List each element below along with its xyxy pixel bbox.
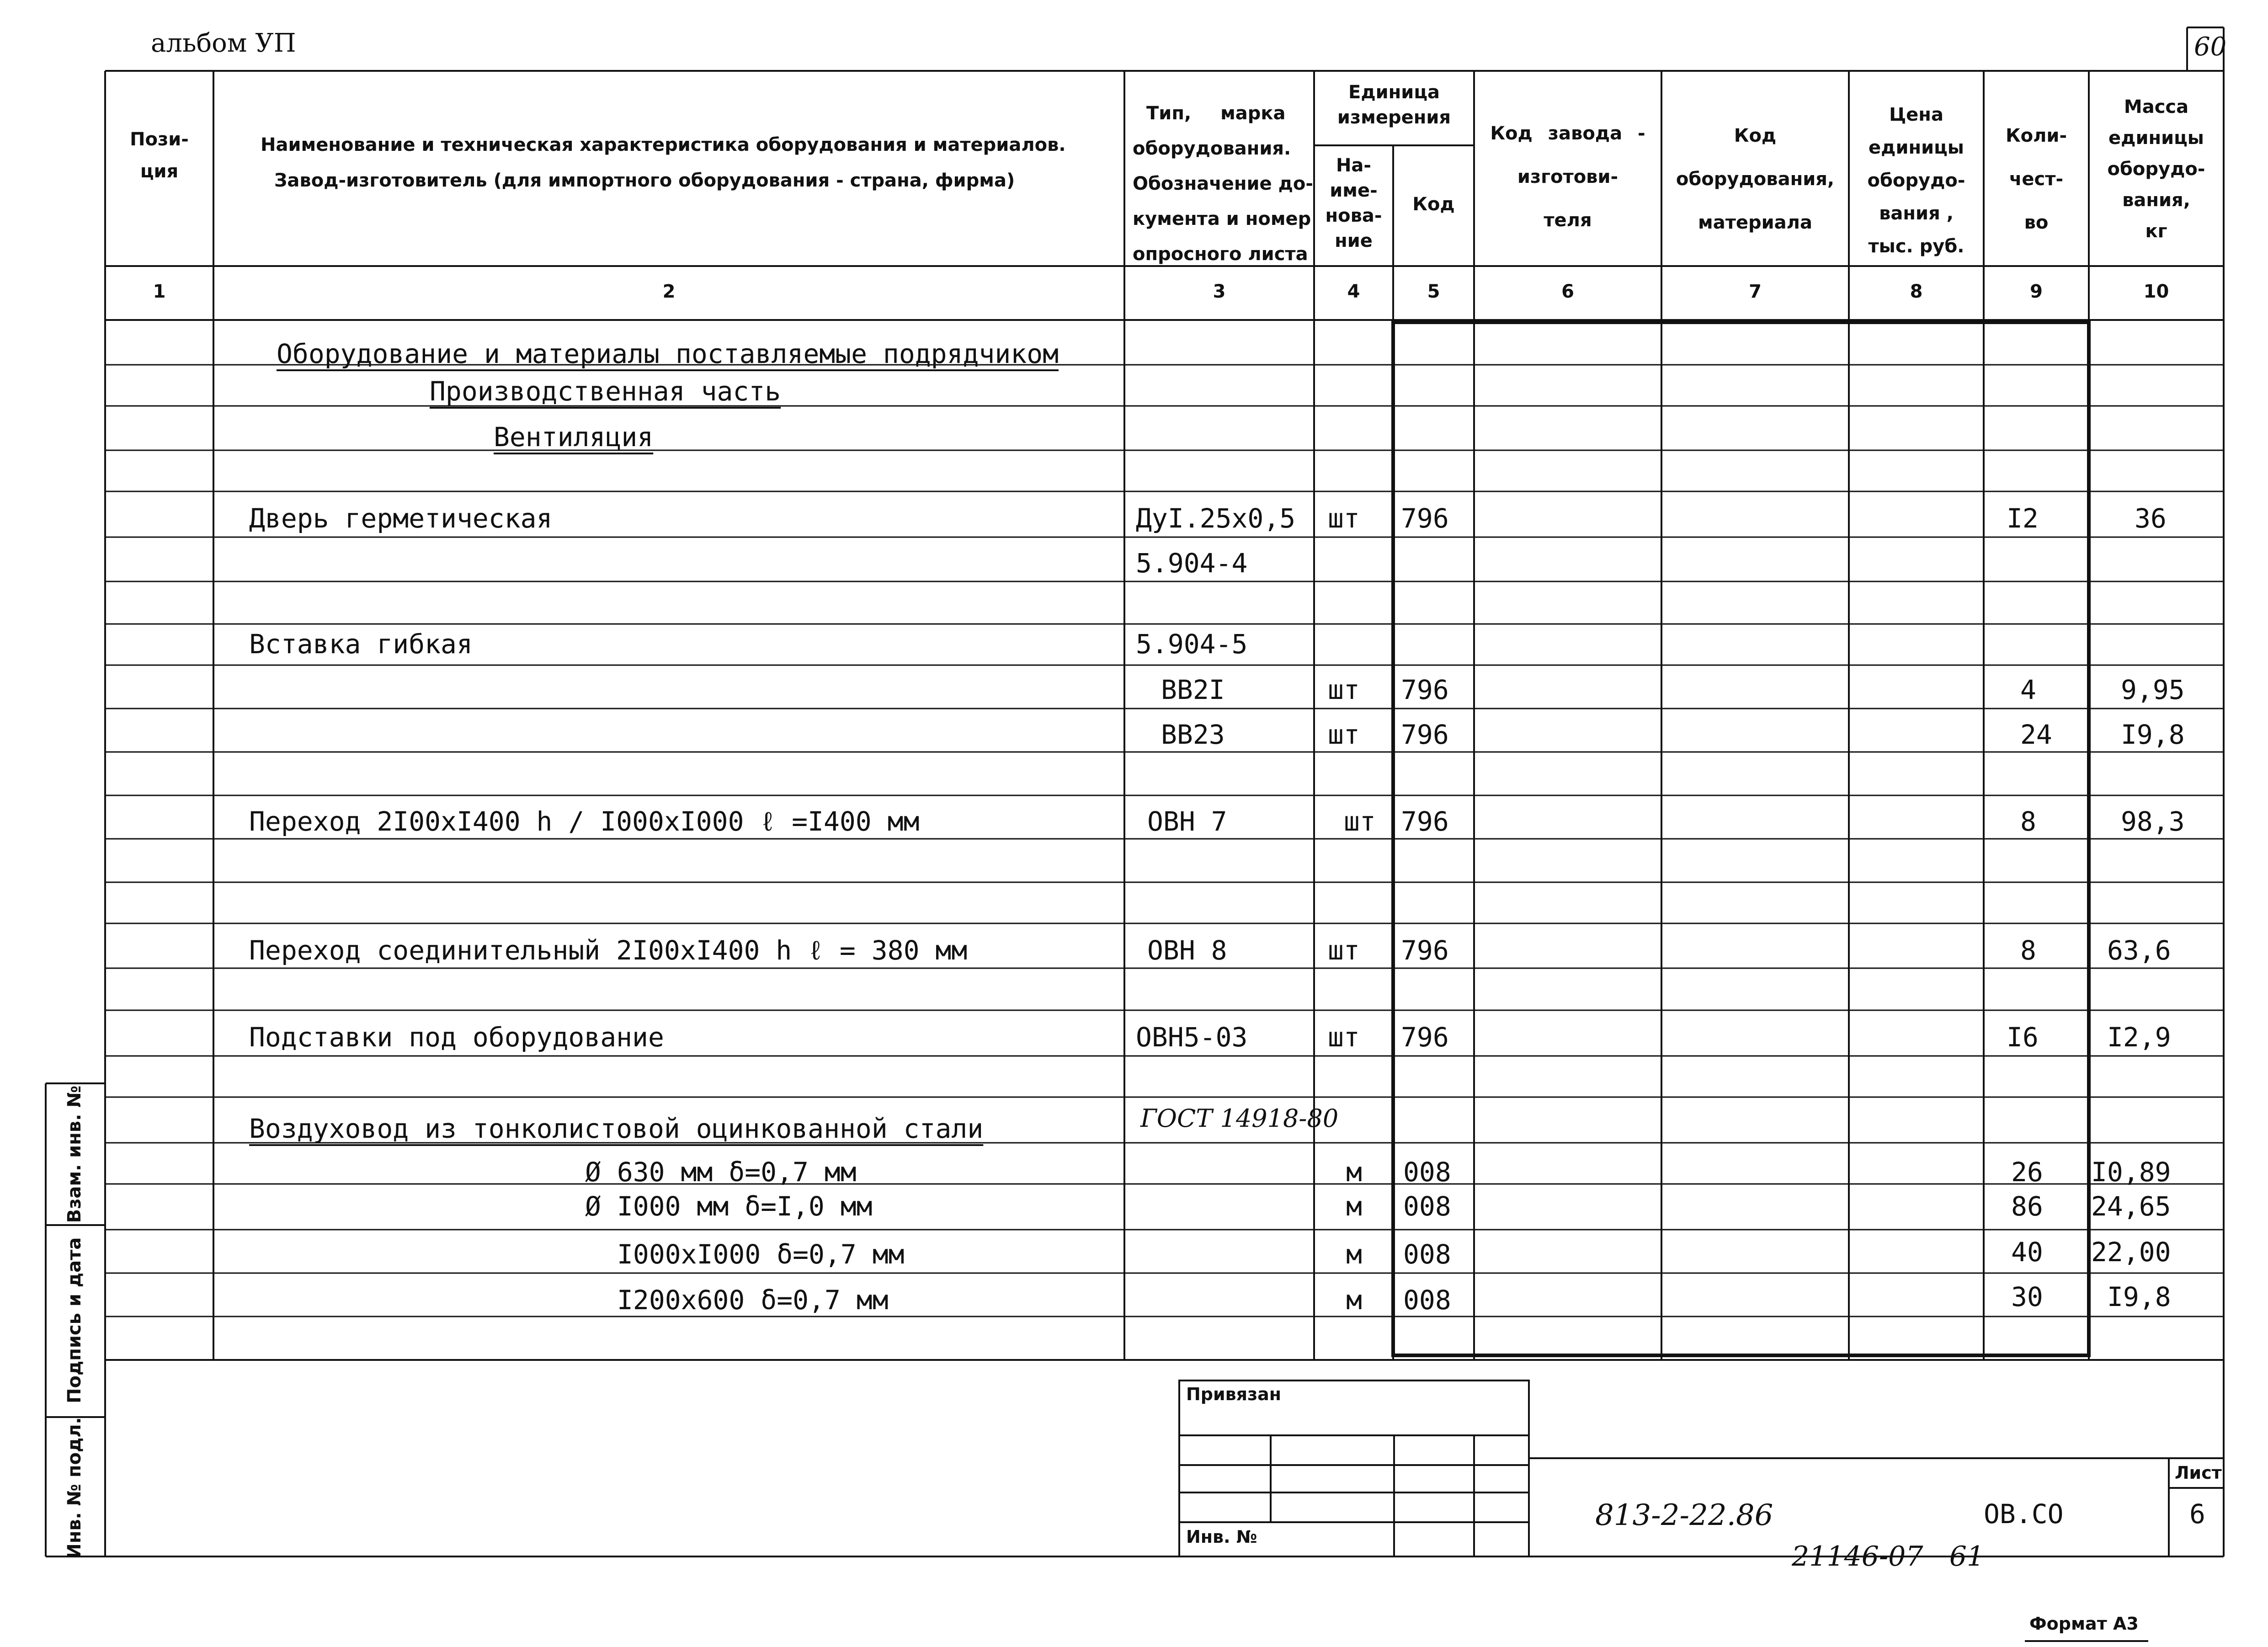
header-factory-code-l1: Код завода - — [1490, 123, 1645, 144]
header-quantity — [1984, 114, 2089, 245]
row-type: ОВН5-03 — [1136, 1022, 1248, 1053]
row-qty: 86 — [2011, 1191, 2043, 1222]
row-mass: I2,9 — [2107, 1022, 2171, 1053]
row-name: Переход соединительный 2I00хI400 h ℓ = 380 мм — [249, 935, 968, 966]
row-type: ОВН 8 — [1147, 935, 1227, 966]
column-number-3: 3 — [1213, 281, 1226, 302]
row-qty: 26 — [2011, 1157, 2043, 1188]
header-unit-name — [1314, 153, 1393, 254]
header-price-l3: оборудо- — [1867, 170, 1965, 191]
row-type: 5.904-5 — [1136, 629, 1248, 660]
stamp-mark: ОВ.СО — [1984, 1498, 2064, 1530]
header-equipment-code-l1: Код — [1734, 125, 1777, 146]
header-factory-code-l2: изготови- — [1517, 166, 1618, 187]
row-code: 796 — [1401, 1022, 1449, 1053]
row-qty: I6 — [2007, 1022, 2039, 1053]
header-unit-name-l3: нова- — [1325, 205, 1382, 226]
row-type: ДуI.25х0,5 — [1136, 503, 1296, 534]
column-number-10: 10 — [2143, 281, 2169, 302]
header-position-l1: Пози- — [130, 129, 189, 150]
row-qty: 8 — [2020, 935, 2036, 966]
column-number-8: 8 — [1910, 281, 1923, 302]
header-name-l2: Завод-изготовитель (для импортного оборудования - страна, фирма) — [274, 170, 1015, 191]
header-price — [1849, 98, 1984, 263]
row-qty: 4 — [2020, 674, 2036, 705]
row-code: 796 — [1401, 674, 1449, 705]
stamp-inv: Инв. № — [1186, 1527, 1257, 1547]
row-unit: шт — [1328, 719, 1360, 750]
album-label: альбом УП — [151, 28, 296, 58]
row-mass: I0,89 — [2091, 1157, 2171, 1188]
header-unit-name-l4: ние — [1335, 230, 1373, 251]
row-mass: I9,8 — [2107, 1281, 2171, 1312]
header-unit-name-l2: име- — [1330, 180, 1378, 201]
column-number-7: 7 — [1749, 281, 1762, 302]
row-code: 008 — [1403, 1285, 1451, 1316]
stamp-doc-code: 813-2-22.86 — [1595, 1498, 1773, 1532]
header-price-l4: вания , — [1879, 203, 1954, 224]
row-type: 5.904-4 — [1136, 548, 1248, 579]
header-type-l1: Тип, марка — [1146, 103, 1286, 124]
row-name: Вставка гибкая — [249, 629, 473, 660]
header-type-l4: кумента и номер — [1133, 208, 1311, 229]
header-unit-code: Код — [1412, 194, 1455, 215]
section-title-production: Производственная часть — [430, 376, 781, 407]
row-unit: шт — [1344, 806, 1376, 837]
header-name-l1: Наименование и техническая характеристика оборудования и материалов. — [261, 134, 1066, 155]
row-unit: шт — [1328, 674, 1360, 705]
column-number-5: 5 — [1427, 281, 1440, 302]
stamp-privyazan: Привязан — [1186, 1384, 1282, 1404]
row-unit: шт — [1328, 935, 1360, 966]
row-qty: I2 — [2007, 503, 2039, 534]
header-price-l1: Цена — [1889, 104, 1943, 125]
row-qty: 24 — [2020, 719, 2052, 750]
header-equipment-code-l3: материала — [1698, 212, 1812, 233]
row-name: Дверь герметическая — [249, 503, 553, 534]
section-title-ventilation: Вентиляция — [494, 421, 654, 453]
row-name: Ø I000 мм δ=I,0 мм — [585, 1191, 873, 1222]
header-price-l2: единицы — [1869, 137, 1964, 158]
header-quantity-l3: во — [2024, 212, 2049, 233]
header-mass-l3: оборудо- — [2107, 159, 2205, 180]
header-equipment-code — [1661, 114, 1849, 245]
header-mass-l5: кг — [2145, 221, 2167, 242]
row-name: Переход 2I00хI400 h / I000хI000 ℓ =I400 мм — [249, 806, 920, 837]
header-unit-group-l1: Единица — [1348, 82, 1440, 103]
row-unit: шт — [1328, 503, 1360, 534]
row-qty: 40 — [2011, 1237, 2043, 1268]
row-name: Ø 630 мм δ=0,7 мм — [585, 1157, 857, 1188]
stamp-bottom-number: 21146-07 61 — [1792, 1540, 1985, 1572]
row-mass: 36 — [2135, 503, 2167, 534]
section-title-supplier: Оборудование и материалы поставляемые подрядчиком — [277, 338, 1059, 369]
row-name: I000хI000 δ=0,7 мм — [617, 1239, 905, 1270]
row-name: Подставки под оборудование — [249, 1022, 664, 1053]
row-mass: I9,8 — [2121, 719, 2185, 750]
side-label-signature-date: Подпись и дата — [64, 1237, 85, 1403]
side-label-inv-original: Инв. № подл. — [64, 1417, 85, 1559]
column-number-2: 2 — [662, 281, 676, 302]
header-mass — [2089, 91, 2224, 247]
row-unit: м — [1346, 1239, 1362, 1270]
row-code: 796 — [1401, 806, 1449, 837]
row-code: 796 — [1401, 935, 1449, 966]
row-mass: 98,3 — [2121, 806, 2185, 837]
row-unit: м — [1346, 1157, 1362, 1188]
row-name: I200х600 δ=0,7 мм — [617, 1285, 889, 1316]
header-quantity-l2: чест- — [2009, 169, 2064, 190]
header-type-l2: оборудования. — [1133, 138, 1291, 159]
column-number-4: 4 — [1347, 281, 1360, 302]
header-type-l5: опросного листа — [1133, 244, 1308, 265]
row-mass: 9,95 — [2121, 674, 2185, 705]
header-price-l5: тыс. руб. — [1868, 236, 1965, 257]
row-mass: 22,00 — [2091, 1237, 2171, 1268]
header-type — [1133, 96, 1313, 272]
header-name — [261, 120, 1066, 191]
row-unit: м — [1346, 1191, 1362, 1222]
row-type: ВВ23 — [1161, 719, 1225, 750]
row-code: 008 — [1403, 1157, 1451, 1188]
header-mass-l2: единицы — [2108, 128, 2204, 149]
stamp-sheet-label: Лист — [2175, 1463, 2222, 1483]
row-code: 796 — [1401, 719, 1449, 750]
header-quantity-l1: Коли- — [2005, 125, 2067, 146]
side-label-replace-inv: Взам. инв. № — [64, 1085, 85, 1223]
row-code: 008 — [1403, 1191, 1451, 1222]
row-code: 796 — [1401, 503, 1449, 534]
row-qty: 30 — [2011, 1281, 2043, 1312]
header-mass-l1: Масса — [2124, 96, 2189, 117]
row-unit: шт — [1328, 1022, 1360, 1053]
page-number: 60 — [2194, 32, 2227, 62]
header-unit-name-l1: На- — [1336, 155, 1372, 176]
column-number-6: 6 — [1561, 281, 1574, 302]
row-name: Воздуховод из тонколистовой оцинкованной стали — [249, 1113, 984, 1144]
row-mass: 63,6 — [2107, 935, 2171, 966]
header-equipment-code-l2: оборудования, — [1676, 169, 1835, 190]
row-unit: м — [1346, 1285, 1362, 1316]
column-number-1: 1 — [153, 281, 166, 302]
header-type-l3: Обозначение до- — [1133, 173, 1313, 194]
row-qty: 8 — [2020, 806, 2036, 837]
stamp-sheet-number: 6 — [2189, 1498, 2205, 1530]
header-position-l2: ция — [140, 161, 179, 182]
row-type: ОВН 7 — [1147, 806, 1227, 837]
header-unit-group-l2: измерения — [1337, 107, 1451, 128]
header-factory-code — [1474, 112, 1661, 242]
column-number-9: 9 — [2030, 281, 2043, 302]
row-mass: 24,65 — [2091, 1191, 2171, 1222]
row-code: 008 — [1403, 1239, 1451, 1270]
header-factory-code-l3: теля — [1544, 210, 1592, 231]
row-type: ГОСТ 14918-80 — [1140, 1104, 1339, 1133]
header-mass-l4: вания, — [2122, 190, 2190, 211]
header-position — [105, 123, 213, 187]
row-type: ВВ2I — [1161, 674, 1225, 705]
stamp-format: Формат А3 — [2029, 1614, 2139, 1634]
header-unit-group — [1314, 80, 1474, 130]
